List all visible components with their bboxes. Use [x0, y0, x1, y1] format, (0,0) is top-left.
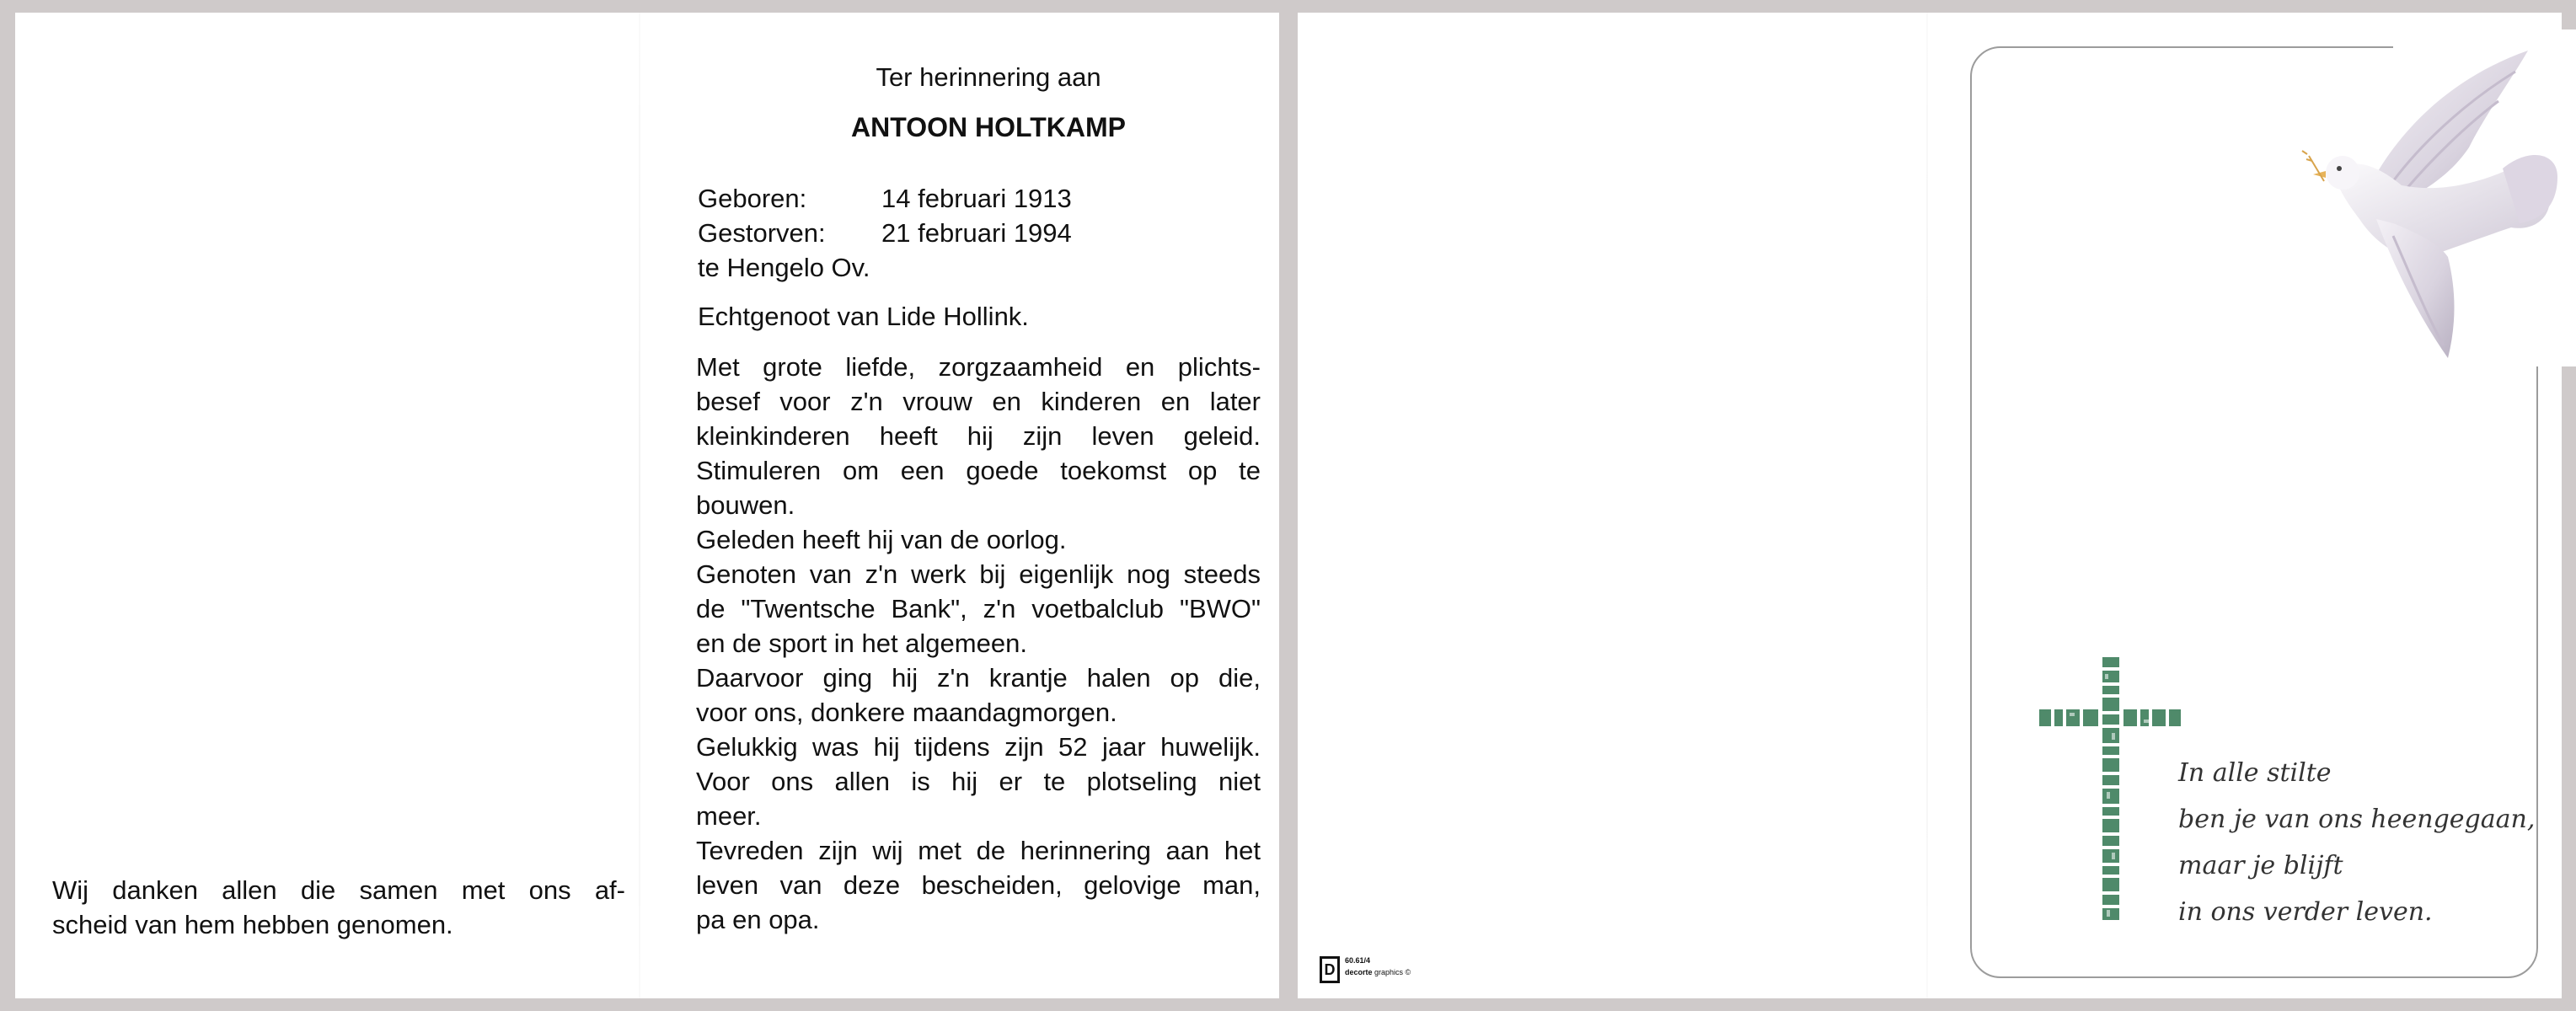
thanks-line: scheid van hem hebben genomen. [52, 910, 453, 939]
dove-icon [2275, 46, 2562, 375]
memorial-card-image-side [1298, 13, 2562, 998]
tribute-line: en de sport in het algemeen. [696, 629, 1027, 658]
publisher-brand: decorte [1345, 968, 1373, 976]
tribute-line: Stimuleren om een goede toekomst op te [696, 456, 1261, 485]
verse-line: In alle stilte [2178, 758, 2332, 788]
verse-line: ben je van ons heengegaan, [2178, 805, 2536, 834]
died-date: 21 februari 1994 [881, 218, 1072, 248]
tribute-line: Genoten van z'n werk bij eigenlijk nog steeds [696, 559, 1261, 589]
tribute-line: besef voor z'n vrouw en kinderen en later [696, 387, 1261, 416]
tribute-line: bouwen. [696, 490, 795, 520]
died-row [698, 216, 1072, 250]
died-label: Gestorven: [698, 218, 826, 248]
tribute-line: pa en opa. [696, 905, 820, 934]
tribute-line: de "Twentsche Bank", z'n voetbalclub "BWO" [696, 594, 1261, 623]
tribute-line: leven van deze bescheiden, gelovige man, [696, 870, 1261, 900]
born-date: 14 februari 1913 [881, 184, 1072, 213]
intro-heading: Ter herinnering aan [876, 62, 1101, 92]
tribute-line: Tevreden zijn wij met de herinnering aan het [696, 836, 1261, 865]
tribute-line: Met grote liefde, zorgzaamheid en plichts- [696, 352, 1261, 382]
tribute-line: Geleden heeft hij van de oorlog. [696, 525, 1067, 554]
tribute-text [696, 350, 1261, 937]
life-dates-died [698, 216, 1072, 250]
deceased-name: ANTOON HOLTKAMP [851, 112, 1126, 142]
memorial-card-text-side [15, 13, 1279, 998]
verse-line: in ons verder leven. [2178, 897, 2433, 927]
tribute-line: voor ons, donkere maandagmorgen. [696, 698, 1117, 727]
tribute-line: Daarvoor ging hij z'n krantje halen op die, [696, 663, 1261, 693]
thanks-text [52, 873, 625, 942]
card-fold-line [639, 13, 640, 998]
publisher-logo [1320, 956, 1454, 990]
spouse-line: Echtgenoot van Lide Hollink. [698, 302, 1029, 331]
tribute-line: kleinkinderen heeft hij zijn leven geleid. [696, 421, 1261, 451]
thanks-line: Wij danken allen die samen met ons af- [52, 875, 625, 905]
born-row [698, 181, 1072, 216]
tribute-line: Voor ons allen is hij er te plotseling niet [696, 767, 1261, 796]
cross-icon [2039, 657, 2182, 935]
verse-line: maar je blijft [2178, 851, 2343, 880]
publisher-sub: graphics © [1374, 968, 1411, 976]
publisher-logo-mark: D [1320, 956, 1340, 983]
publisher-name [1345, 968, 1411, 977]
tribute-line: meer. [696, 801, 762, 831]
poem-verse [2178, 750, 2535, 935]
death-place: te Hengelo Ov. [698, 253, 870, 282]
card-fold-line [1926, 13, 1928, 998]
publisher-code: 60.61/4 [1345, 956, 1371, 965]
tribute-line: Gelukkig was hij tijdens zijn 52 jaar huwelijk. [696, 732, 1261, 762]
born-label: Geboren: [698, 184, 807, 213]
life-dates [698, 181, 1072, 216]
